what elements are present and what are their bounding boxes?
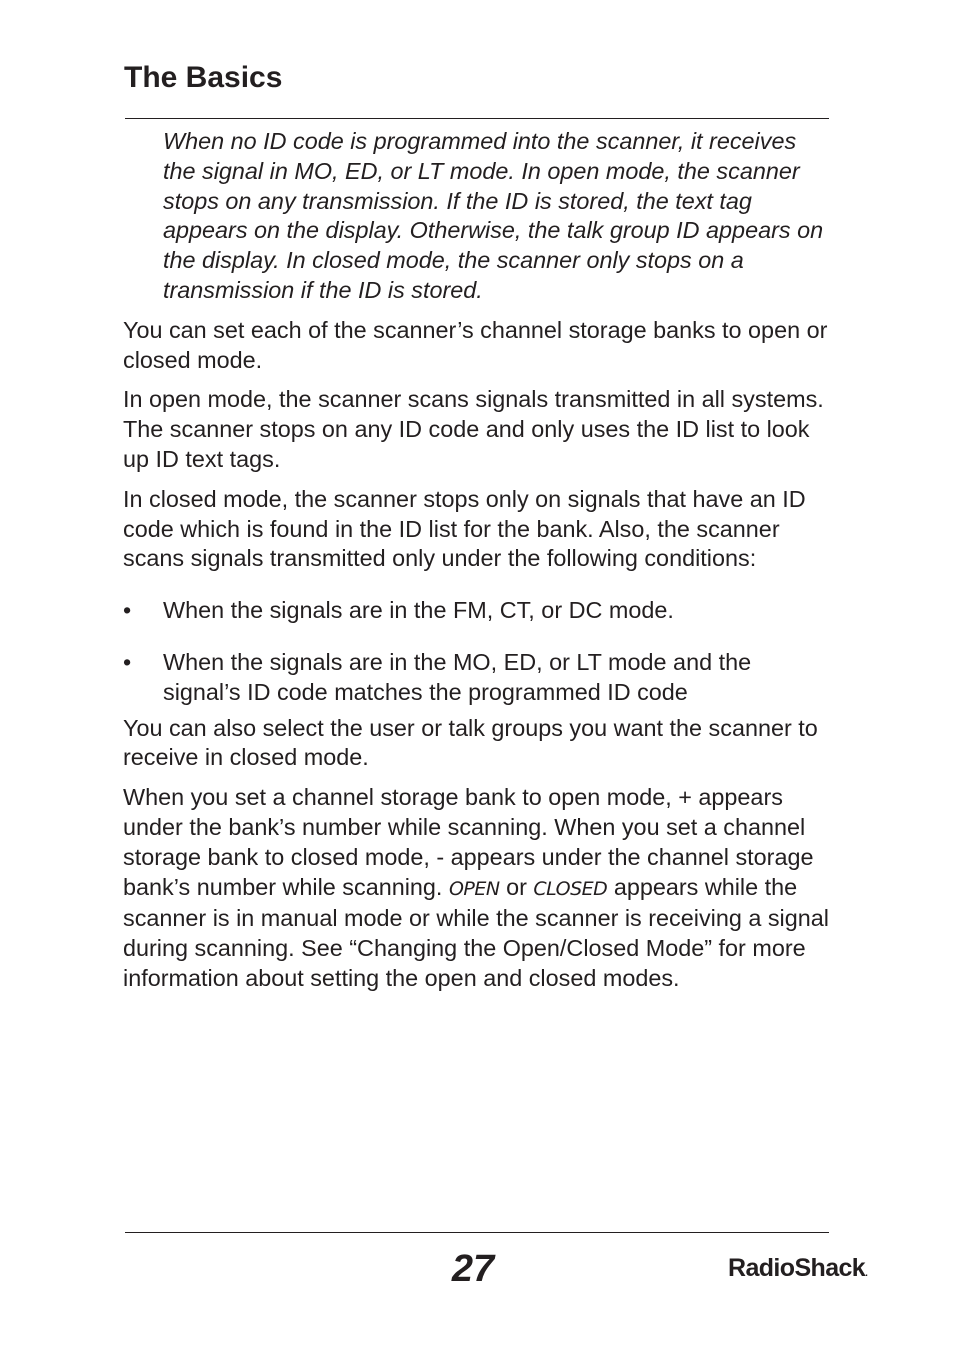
display-open-text: OPEN xyxy=(448,877,500,900)
body-paragraph: You can set each of the scanner’s channel storage banks to open or closed mode. xyxy=(123,316,828,373)
or-word: or xyxy=(506,873,527,900)
list-item xyxy=(123,648,829,708)
section-title: The Basics xyxy=(124,61,283,94)
body-paragraph: You can also select the user or talk groups you want the scanner to receive in closed mode. xyxy=(123,714,818,771)
body-paragraph: In open mode, the scanner scans signals transmitted in all systems. The scanner stops on any ID code and only uses the ID list to look up ID text tags. xyxy=(123,386,824,472)
radioshack-logo xyxy=(728,1252,868,1290)
list-item xyxy=(123,596,829,626)
page-content xyxy=(123,127,829,994)
header-divider xyxy=(125,118,829,119)
brand-mark: . xyxy=(865,1268,868,1279)
footer-divider xyxy=(125,1232,829,1233)
list-item-text: When the signals are in the FM, CT, or DC mode. xyxy=(163,597,674,624)
conditions-list xyxy=(123,596,829,707)
page-number: 27 xyxy=(451,1248,495,1290)
bullet-icon: • xyxy=(123,597,132,624)
bullet-icon: • xyxy=(123,648,132,675)
modes-paragraph xyxy=(123,783,829,994)
brand-name: RadioShack xyxy=(728,1254,866,1282)
list-item-text: When the signals are in the MO, ED, or LT mode and the signal’s ID code matches the programmed ID code xyxy=(163,648,752,705)
display-closed-text: CLOSED xyxy=(533,877,608,900)
note-paragraph: When no ID code is programmed into the scanner, it receives the signal in MO, ED, or LT mode. In open mode, the scanner stops on any transmission. If the ID is stored, the text tag appears on the display. Otherwise, the talk group ID appears on the display. In closed mode, the scanner only stops on a transmission if the ID is stored. xyxy=(163,128,824,303)
modes-text-part2: appears while the scanner is in manual mode or while the scanner is receiving a signal during scanning. See “Changing the Open/Closed Mode” for more information about setting the open and closed modes. xyxy=(123,873,829,991)
body-paragraph: In closed mode, the scanner stops only on signals that have an ID code which is found in the ID list for the bank. Also, the scanner scans signals transmitted only under the following conditions: xyxy=(123,485,806,572)
modes-text-part1: When you set a channel storage bank to open mode, + appears under the bank’s number while scanning. When you set a channel storage bank to closed mode, - appears under the channel storage bank’s number while scanning. xyxy=(123,784,814,900)
